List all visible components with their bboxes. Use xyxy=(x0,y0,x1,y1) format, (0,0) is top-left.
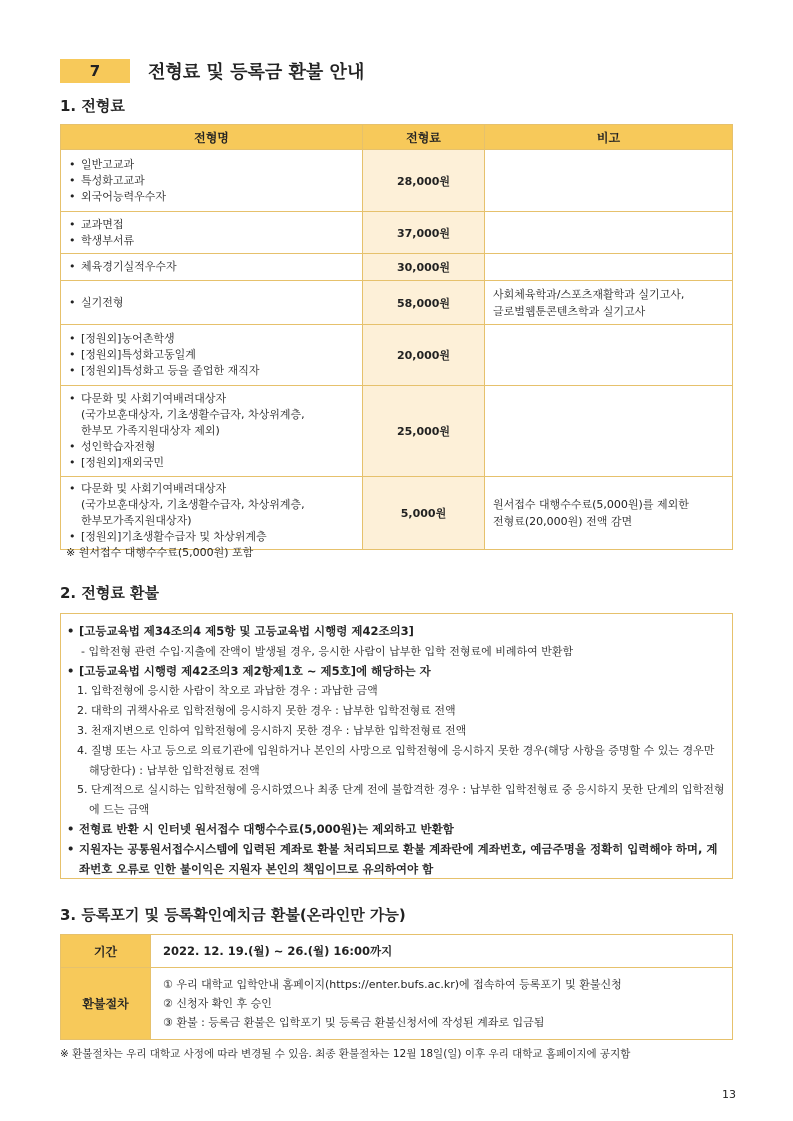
law2-title: • [고등교육법 시행령 제42조의3 제2항제1호 ~ 제5호]에 해당하는 자 xyxy=(67,662,726,682)
exam-type-cell xyxy=(61,325,363,386)
fee-cell: 20,000원 xyxy=(363,325,485,386)
exam-type-cell xyxy=(61,212,363,254)
table-row xyxy=(61,254,733,281)
refund-box xyxy=(60,613,733,879)
table-row xyxy=(61,150,733,212)
procedure-step: ① 우리 대학교 입학안내 홈페이지(https://enter.bufs.ac.kr)에 접속하여 등록포기 및 환불신청 xyxy=(163,978,622,991)
list-item: • 실기전형 xyxy=(69,295,354,311)
law1-title: • [고등교육법 제34조의4 제5항 및 고등교육법 시행령 제42조의3] xyxy=(67,622,726,642)
fee-cell: 28,000원 xyxy=(363,150,485,212)
registration-refund-table xyxy=(60,934,733,1040)
table-row xyxy=(61,212,733,254)
procedure-step: ② 신청자 확인 후 승인 xyxy=(163,997,272,1010)
exam-type-cell xyxy=(61,281,363,325)
law1-detail: - 입학전형 관련 수입·지출에 잔액이 발생될 경우, 응시한 사람이 납부한 입학 전형료에 비례하여 반환함 xyxy=(81,644,574,658)
refund-footnote: ※ 환불절차는 우리 대학교 사정에 따라 변경될 수 있음. 최종 환불절차는 12월 18일(일) 이후 우리 대학교 홈페이지에 공지함 xyxy=(60,1048,631,1060)
list-item: • 다문화 및 사회기여배려대상자 (국가보훈대상자, 기초생활수급자, 차상위계층, 한부모가족지원대상자) xyxy=(69,481,354,529)
notice-account: • 지원자는 공통원서접수시스템에 입력된 계좌로 환불 처리되므로 환불 계좌란에 계좌번호, 예금주명을 정확히 입력해야 하며, 계좌번호 오류로 인한 불이익은 지원자 본인의 책임이므로 유의하여야 함 xyxy=(67,840,726,880)
list-item: • [정원외]특성화고동일계 xyxy=(69,347,354,363)
page-number: 13 xyxy=(722,1088,736,1101)
part2-heading: 2. 전형료 환불 xyxy=(60,584,160,602)
fee-cell: 58,000원 xyxy=(363,281,485,325)
refund-case: 1. 입학전형에 응시한 사람이 착오로 과납한 경우 : 과납한 금액 xyxy=(77,684,378,698)
list-item: • [정원외]농어촌학생 xyxy=(69,331,354,347)
list-item: • 특성화고교과 xyxy=(69,173,354,189)
note-cell xyxy=(485,212,733,254)
list-item: • 일반고교과 xyxy=(69,157,354,173)
procedure-step: ③ 환불 : 등록금 환불은 입학포기 및 등록금 환불신청서에 작성된 계좌로 입금됨 xyxy=(163,1016,545,1029)
exam-type-cell xyxy=(61,386,363,477)
period-label: 기간 xyxy=(61,935,151,968)
table-row xyxy=(61,325,733,386)
note-cell xyxy=(485,325,733,386)
list-item: • [정원외]재외국민 xyxy=(69,455,354,471)
list-item: • [정원외]기초생활수급자 및 차상위계층 xyxy=(69,529,354,545)
refund-case: 5. 단계적으로 실시하는 입학전형에 응시하였으나 최종 단계 전에 불합격한 경우 : 납부한 입학전형료 중 응시하지 못한 단계의 입학전형에 드는 금액 xyxy=(77,783,725,817)
list-item: • 교과면접 xyxy=(69,217,354,233)
period-value: 2022. 12. 19.(월) ~ 26.(월) 16:00까지 xyxy=(151,935,733,968)
fee-footnote: ※ 원서접수 대행수수료(5,000원) 포함 xyxy=(66,546,254,559)
fee-cell: 30,000원 xyxy=(363,254,485,281)
exam-type-cell xyxy=(61,150,363,212)
col-header-fee: 전형료 xyxy=(363,125,485,150)
exam-type-cell xyxy=(61,254,363,281)
section-title: 전형료 및 등록금 환불 안내 xyxy=(148,62,365,83)
col-header-name: 전형명 xyxy=(61,125,363,150)
notice-commission: • 전형료 반환 시 인터넷 원서접수 대행수수료(5,000원)는 제외하고 반환함 xyxy=(67,820,726,840)
fee-cell: 5,000원 xyxy=(363,477,485,550)
exam-type-cell xyxy=(61,477,363,550)
table-row xyxy=(61,477,733,550)
part1-heading: 1. 전형료 xyxy=(60,97,125,115)
list-item: • 체육경기실적우수자 xyxy=(69,259,354,275)
refund-case: 4. 질병 또는 사고 등으로 의료기관에 입원하거나 본인의 사망으로 입학전형에 응시하지 못한 경우(해당 사항을 증명할 수 있는 경우만 해당한다) : 납부한 입학전형료 전액 xyxy=(77,743,715,777)
list-item: • [정원외]특성화고 등을 졸업한 재직자 xyxy=(69,363,354,379)
section-header xyxy=(60,58,364,84)
procedure-label: 환불절차 xyxy=(61,968,151,1040)
list-item: • 학생부서류 xyxy=(69,233,354,249)
table-row xyxy=(61,281,733,325)
table-row xyxy=(61,386,733,477)
note-cell: 사회체육학과/스포츠재활학과 실기고사, 글로벌웹툰콘텐츠학과 실기고사 xyxy=(485,281,733,325)
note-cell: 원서접수 대행수수료(5,000원)를 제외한 전형료(20,000원) 전액 감면 xyxy=(485,477,733,550)
list-item: • 다문화 및 사회기여배려대상자 (국가보훈대상자, 기초생활수급자, 차상위계층, 한부모 가족지원대상자 제외) xyxy=(69,391,354,439)
section-number: 7 xyxy=(60,59,130,83)
list-item: • 성인학습자전형 xyxy=(69,439,354,455)
part3-heading: 3. 등록포기 및 등록확인예치금 환불(온라인만 가능) xyxy=(60,906,406,924)
procedure-steps xyxy=(151,968,733,1040)
note-cell xyxy=(485,386,733,477)
refund-case: 2. 대학의 귀책사유로 입학전형에 응시하지 못한 경우 : 납부한 입학전형료 전액 xyxy=(77,704,456,718)
note-cell xyxy=(485,150,733,212)
note-cell xyxy=(485,254,733,281)
list-item: • 외국어능력우수자 xyxy=(69,189,354,205)
refund-case: 3. 천재지변으로 인하여 입학전형에 응시하지 못한 경우 : 납부한 입학전형료 전액 xyxy=(77,723,467,737)
fee-table xyxy=(60,124,733,550)
fee-cell: 25,000원 xyxy=(363,386,485,477)
fee-cell: 37,000원 xyxy=(363,212,485,254)
col-header-note: 비고 xyxy=(485,125,733,150)
